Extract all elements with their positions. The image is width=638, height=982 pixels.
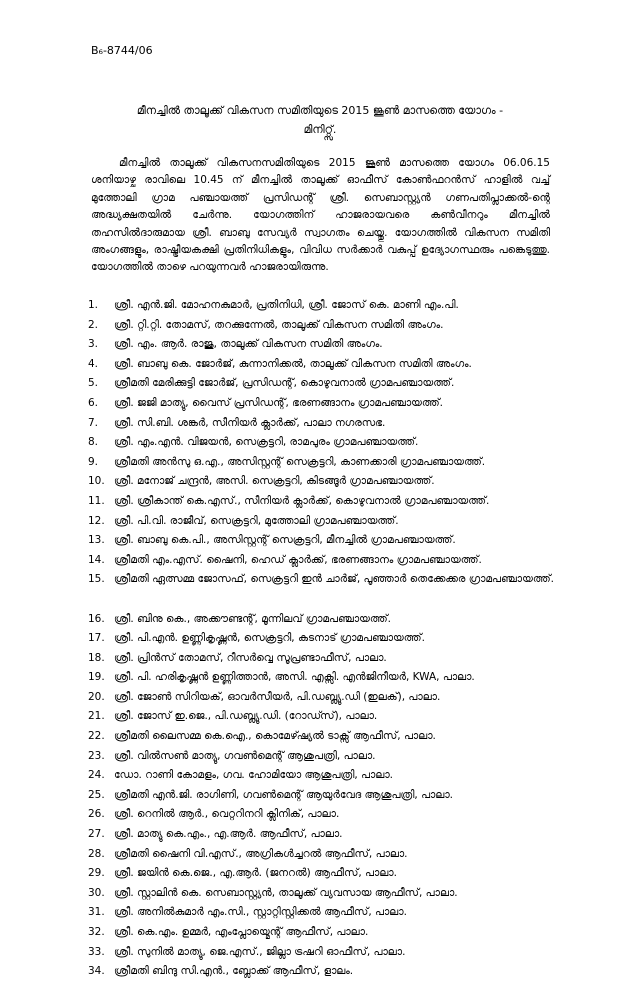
attendee-number: 3. (88, 338, 99, 351)
attendee-row (88, 570, 558, 609)
attendee-number: 8. (88, 436, 99, 449)
attendee-row (88, 825, 558, 845)
attendee-number: 4. (88, 357, 99, 370)
attendee-row (88, 707, 558, 727)
attendee-text: ശ്രീ. ജോസ് ഇ.ജെ., പി.ഡബ്ല്യു.ഡി. (റോഡ്സ്), പാലാ. (114, 710, 378, 723)
attendee-row (88, 472, 558, 492)
attendee-number: 34. (88, 965, 105, 978)
attendee-number: 12. (88, 514, 105, 527)
attendee-number: 17. (88, 632, 105, 645)
attendee-text: ശ്രീ. എം.എൻ. വിജയൻ, സെക്രട്ടറി, രാമപുരം ഗ്രാമപഞ്ചായത്ത്. (114, 436, 419, 449)
attendee-row (88, 394, 558, 414)
attendee-row (88, 492, 558, 512)
attendee-number: 18. (88, 651, 105, 664)
attendee-text: ശ്രീമതി ഏത്സമ്മ ജോസഫ്, സെക്രട്ടറി ഇൻ ചാർജ്, പൂഞ്ഞാർ തെക്കേക്കര ഗ്രാമപഞ്ചായത്ത്. (114, 573, 554, 586)
attendee-row (88, 355, 558, 375)
attendee-text: ശ്രീമതി മേരിക്കുട്ടി ജോർജ്, പ്രസിഡന്റ്, കൊഴുവനാൽ ഗ്രാമപഞ്ചായത്ത്. (114, 377, 455, 390)
attendee-list (88, 296, 558, 982)
attendee-text: ശ്രീ. ബാബു കെ. ജോർജ്, കുന്നാനിക്കൽ, താലൂക്ക് വികസന സമിതി അംഗം. (114, 357, 472, 370)
attendee-number: 14. (88, 553, 105, 566)
attendee-text: ശ്രീ. ശ്രീകാന്ത് കെ.എസ്., സീനിയർ ക്ലാർക്ക്, കൊഴുവനാൽ ഗ്രാമപഞ്ചായത്ത്. (114, 494, 490, 507)
attendee-row (88, 786, 558, 806)
attendee-text: ഡോ. റാണി കോമളം, ഗവ. ഹോമിയോ ആശുപത്രി, പാലാ. (114, 769, 393, 782)
attendee-number: 25. (88, 788, 105, 801)
attendee-text: ശ്രീ. ജയിൻ കെ.ജെ., എ.ആർ. (ജനറൽ) ആഫീസ്, പാലാ. (114, 867, 397, 880)
attendee-row (88, 747, 558, 767)
title-line-2: മിനിറ്റ്സ്. (303, 123, 337, 136)
attendee-text: ശ്രീമതി അൻസു ഒ.എ., അസിസ്റ്റന്റ് സെക്രട്ടറി, കാണക്കാരി ഗ്രാമപഞ്ചായത്ത്. (114, 455, 486, 468)
attendee-number: 32. (88, 926, 105, 938)
attendee-row (88, 649, 558, 669)
attendee-number: 19. (88, 671, 105, 684)
attendee-number: 1. (88, 299, 99, 311)
attendee-row (88, 864, 558, 884)
attendee-text: ശ്രീമതി ബിന്ദു സി.എൻ., ബ്ലോക്ക് ആഫീസ്, ളാലം. (114, 965, 354, 978)
attendee-row (88, 374, 558, 394)
attendee-row (88, 610, 558, 630)
attendee-number: 28. (88, 847, 105, 860)
attendee-number: 24. (88, 769, 105, 782)
attendee-text: ശ്രീ. വിൽസൺ മാത്യു, ഗവൺമെന്റ് ആശുപത്രി, പാലാ. (114, 749, 376, 762)
attendee-number: 2. (88, 318, 99, 331)
reference-number: B₆-8744/06 (91, 44, 153, 57)
attendee-row (88, 903, 558, 923)
attendee-text: ശ്രീമതി ലൈസമ്മ കെ.ഐ., കൊമേഴ്ഷ്യൽ ടാക്സ് ആഫീസ്, പാലാ. (114, 730, 436, 743)
attendee-row (88, 805, 558, 825)
attendee-text: ശ്രീ. സുനിൽ മാത്യു, ജെ.എസ്., ജില്ലാ ട്രഷറി ഓഫീസ്, പാലാ. (114, 945, 406, 958)
attendee-row (88, 433, 558, 453)
attendee-number: 7. (88, 416, 99, 429)
intro-paragraph: മീനച്ചിൽ താലൂക്ക് വികസനസമിതിയുടെ 2015 ജൂൺ മാസത്തെ യോഗം 06.06.15 ശനിയാഴ്ച രാവിലെ 10.45 ന് മീനച്ചിൽ താലൂക്ക് ഓഫീസ് കോൺഫറൻസ് ഹാളിൽ വച്ച് മുത്തോലി ഗ്രാമ പഞ്ചായത്ത് പ്രസിഡന്റ് ശ്രീ. സെബാസ്റ്റ്യൻ ഗണപതിപ്ലാക്കൽ-ന്റെ അദ്ധ്യക്ഷതയിൽ ചേർന്നു. യോഗത്തിന് ഹാജരായവരെ കൺവീനറും മീനച്ചിൽ തഹസിൽദാരുമായ ശ്രീ. ബാബു സേവ്യർ സ്വാഗതം ചെയ്തു. യോഗത്തിൽ വികസന സമിതി അംഗങ്ങളും, രാഷ്ട്രീയകക്ഷി പ്രതിനിധികളും, വിവിധ സർക്കാർ വകുപ്പ് ഉദ്യോഗസ്ഥരും പങ്കെടുത്തു. യോഗത്തിൽ താഴെ പറയുന്നവർ ഹാജരായിരുന്നു. (91, 157, 550, 274)
attendee-row (88, 943, 558, 963)
attendee-row (88, 316, 558, 336)
attendee-text: ശ്രീ. പി. ഹരികൃഷ്ണൻ ഉണ്ണിത്താൻ, അസി. എക്സി. എൻജിനീയർ, KWA, പാലാ. (114, 671, 475, 684)
attendee-number: 22. (88, 730, 105, 743)
attendee-text: ശ്രീ. മാത്യു കെ.എം., എ.ആർ. ആഫീസ്, പാലാ. (114, 828, 343, 841)
attendee-row (88, 551, 558, 571)
attendee-number: 13. (88, 534, 105, 547)
attendee-row (88, 766, 558, 786)
attendee-row (88, 845, 558, 865)
attendee-text: ശ്രീ. പി.വി. രാജീവ്, സെക്രട്ടറി, മുത്തോലി ഗ്രാമപഞ്ചായത്ത്. (114, 514, 399, 527)
attendee-text: ശ്രീ. എം. ആർ. രാജു, താലൂക്ക് വികസന സമിതി അംഗം. (114, 338, 383, 351)
attendee-text: ശ്രീ. റ്റി.റ്റി. തോമസ്, തറക്കുന്നേൽ, താലൂക്ക് വികസന സമിതി അംഗം. (114, 318, 444, 331)
attendee-text: ശ്രീ. സി.ബി. ശങ്കർ, സീനിയർ ക്ലാർക്ക്, പാലാ നഗരസഭ. (114, 416, 386, 429)
attendee-row (88, 296, 558, 316)
attendee-row (88, 629, 558, 649)
attendee-number: 23. (88, 749, 105, 762)
attendee-text: ശ്രീമതി എൻ.ജി. രാഗിണി, ഗവൺമെന്റ് ആയുർവേദ ആശുപത്രി, പാലാ. (114, 788, 453, 801)
document-title (100, 101, 540, 139)
attendee-text: ശ്രീ. ജജി മാത്യു, വൈസ് പ്രസിഡന്റ്, ഭരണങ്ങാനം ഗ്രാമപഞ്ചായത്ത്. (114, 396, 444, 409)
attendee-row (88, 414, 558, 434)
attendee-number: 21. (88, 710, 105, 723)
attendee-row (88, 668, 558, 688)
title-line-1: മീനച്ചിൽ താലൂക്ക് വികസന സമിതിയുടെ 2015 ജൂൺ മാസത്തെ യോഗം - (136, 104, 504, 117)
attendee-row (88, 512, 558, 532)
attendee-row (88, 531, 558, 551)
attendee-text: ശ്രീ. പ്രിൻസ് തോമസ്, റീസർവ്വെ സൂപ്രണ്ടാഫീസ്, പാലാ. (114, 651, 387, 664)
attendee-text: ശ്രീ. ബിനു കെ., അക്കൗണ്ടന്റ്, മൂന്നിലവ് ഗ്രാമപഞ്ചായത്ത്. (114, 612, 391, 625)
attendee-text: ശ്രീ. സ്റ്റാലിൻ കെ. സെബാസ്റ്റ്യൻ, താലൂക്ക് വ്യവസായ ആഫീസ്, പാലാ. (114, 886, 458, 899)
attendee-number: 15. (88, 573, 105, 586)
attendee-number: 31. (88, 906, 105, 919)
attendee-number: 5. (88, 377, 99, 390)
attendee-text: ശ്രീ. റെനിൽ ആർ., വെറ്ററിനറി ക്ലിനിക്, പാലാ. (114, 808, 340, 821)
attendee-row (88, 335, 558, 355)
attendee-number: 30. (88, 886, 105, 899)
attendee-number: 6. (88, 396, 99, 409)
attendee-number: 9. (88, 455, 99, 468)
attendee-number: 33. (88, 945, 105, 958)
attendee-number: 29. (88, 867, 105, 880)
attendee-row (88, 923, 558, 943)
attendee-text: ശ്രീ. മനോജ് ചന്ദ്രൻ, അസി. സെക്രട്ടറി, കിടങ്ങൂർ ഗ്രാമപഞ്ചായത്ത്. (114, 475, 435, 488)
attendee-number: 11. (88, 494, 105, 507)
attendee-number: 10. (88, 475, 105, 488)
attendee-row (88, 688, 558, 708)
attendee-text: ശ്രീ. എൻ.ജി. മോഹനകുമാർ, പ്രതിനിധി, ശ്രീ. ജോസ് കെ. മാണി എം.പി. (114, 299, 459, 311)
attendee-text: ശ്രീ. കെ.എം. ഉമ്മർ, എംപ്ലോയ്മെന്റ് ആഫീസ്, പാലാ. (114, 926, 369, 938)
attendee-number: 27. (88, 828, 105, 841)
attendee-text: ശ്രീ. അനിൽകുമാർ എം.സി., സ്റ്റാറ്റിസ്റ്റിക്കൽ ആഫീസ്, പാലാ. (114, 906, 407, 919)
attendee-number: 20. (88, 690, 105, 703)
attendee-number: 16. (88, 612, 105, 625)
attendee-row (88, 884, 558, 904)
attendee-row (88, 727, 558, 747)
attendee-number: 26. (88, 808, 105, 821)
attendee-text: ശ്രീ. പി.എൻ. ഉണ്ണികൃഷ്ണൻ, സെക്രട്ടറി, കടനാട് ഗ്രാമപഞ്ചായത്ത്. (114, 632, 425, 645)
attendee-text: ശ്രീമതി ഷൈനി വി.എസ്., അഗ്രികൾച്ചറൽ ആഫീസ്, പാലാ. (114, 847, 408, 860)
attendee-row (88, 962, 558, 982)
attendee-row (88, 453, 558, 473)
attendee-text: ശ്രീമതി എം.എസ്. ഷൈനി, ഹെഡ് ക്ലാർക്ക്, ഭരണങ്ങാനം ഗ്രാമപഞ്ചായത്ത്. (114, 553, 482, 566)
attendee-text: ശ്രീ. ജോൺ സിറിയക്, ഓവർസീയർ, പി.ഡബ്ല്യു.ഡി (ഇലക്), പാലാ. (114, 690, 441, 703)
attendee-text: ശ്രീ. ബാബു കെ.പി., അസിസ്റ്റന്റ് സെക്രട്ടറി, മീനച്ചിൽ ഗ്രാമപഞ്ചായത്ത്. (114, 534, 456, 547)
